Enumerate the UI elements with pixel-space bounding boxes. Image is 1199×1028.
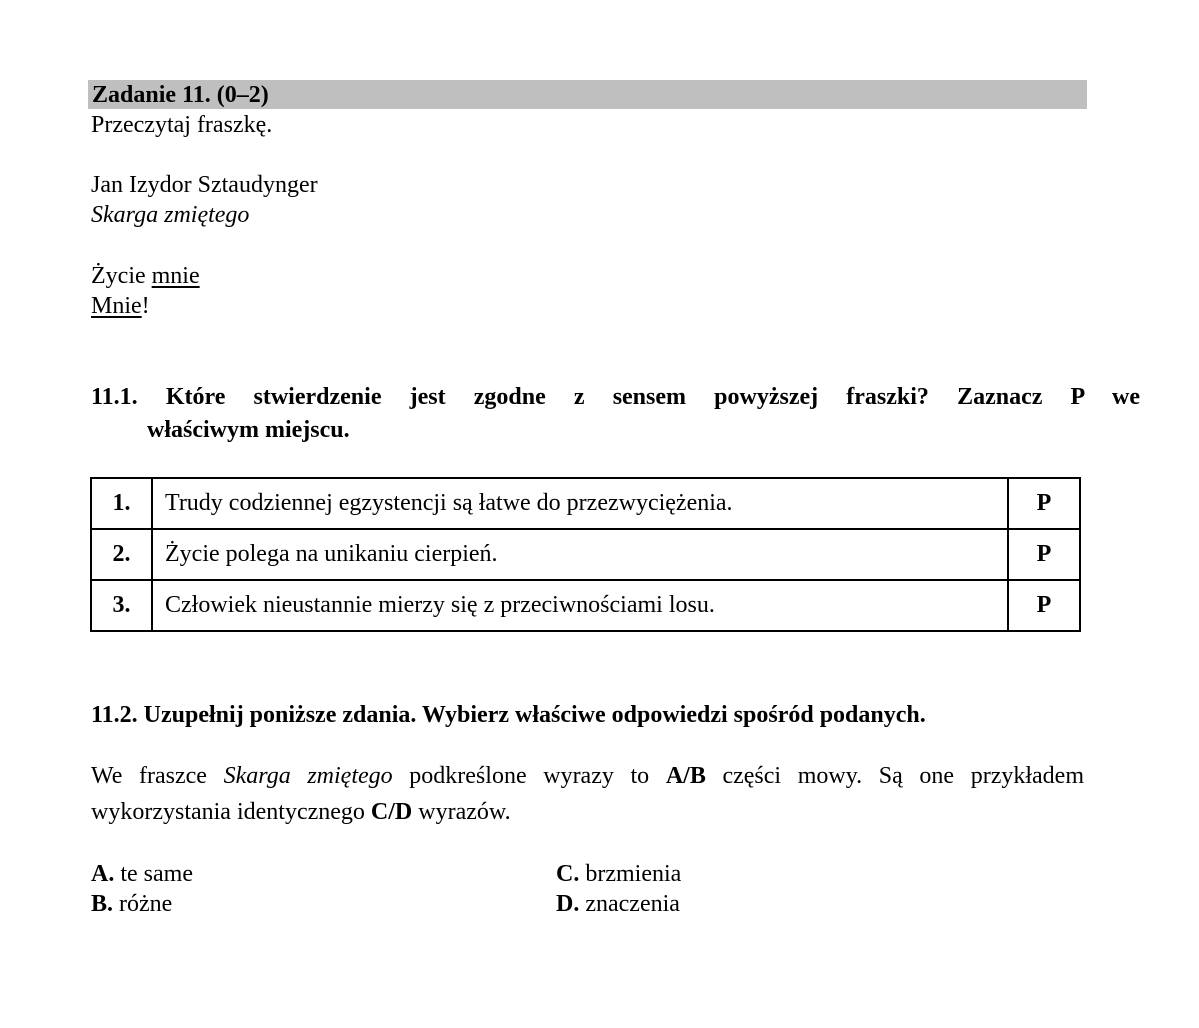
question-11-2-paragraph	[91, 758, 1084, 830]
table-row	[91, 529, 1080, 580]
task-title: Zadanie 11. (0–2)	[92, 82, 269, 108]
option-text: różne	[113, 891, 173, 917]
row-statement: Trudy codziennej egzystencji są łatwe do przezwyciężenia.	[152, 478, 1008, 529]
choice-placeholder-cd: C/D	[370, 799, 413, 825]
statements-table	[90, 477, 1081, 632]
question-number: 11.1.	[91, 384, 138, 410]
poem-line-2-text: !	[141, 293, 150, 319]
option-letter: D.	[556, 891, 580, 917]
question-text-line-2: właściwym miejscu.	[147, 417, 350, 443]
option-letter: B.	[91, 891, 114, 917]
question-text-line-1: Które stwierdzenie jest zgodne z sensem powyższej fraszki? Zaznacz P we	[165, 384, 1141, 410]
row-number: 1.	[91, 478, 152, 529]
row-statement: Życie polega na unikaniu cierpień.	[152, 529, 1008, 580]
option-letter: A.	[91, 861, 115, 887]
table-row	[91, 580, 1080, 631]
poem-title-ref: Skarga zmiętego	[223, 763, 393, 789]
option-b[interactable]	[91, 889, 172, 919]
paragraph-text: podkreślone wyrazy to	[392, 763, 666, 789]
row-statement: Człowiek nieustannie mierzy się z przeciwnościami losu.	[152, 580, 1008, 631]
option-text: znaczenia	[579, 891, 680, 917]
choice-placeholder-ab: A/B	[665, 763, 706, 789]
mark-p-cell[interactable]: P	[1008, 580, 1080, 631]
poem-author: Jan Izydor Sztaudynger	[91, 172, 318, 198]
poem-line-1-text: Życie	[91, 263, 152, 289]
option-letter: C.	[556, 861, 580, 887]
poem-line-2	[91, 291, 150, 321]
option-text: te same	[114, 861, 193, 887]
underlined-word: Mnie	[91, 293, 142, 319]
option-d[interactable]	[556, 889, 680, 919]
poem-line-1	[91, 261, 200, 291]
mark-p-cell[interactable]: P	[1008, 529, 1080, 580]
poem-title: Skarga zmiętego	[91, 202, 250, 228]
paragraph-text: części mowy. Są one przykładem	[705, 763, 1085, 789]
option-c[interactable]	[556, 859, 681, 889]
row-number: 3.	[91, 580, 152, 631]
question-11-2-heading: 11.2. Uzupełnij poniższe zdania. Wybierz właściwe odpowiedzi spośród podanych.	[91, 702, 926, 728]
question-11-1	[91, 381, 1140, 447]
paragraph-text: wyrazów.	[412, 799, 511, 825]
mark-p-cell[interactable]: P	[1008, 478, 1080, 529]
row-number: 2.	[91, 529, 152, 580]
task-instruction: Przeczytaj fraszkę.	[91, 112, 273, 138]
option-text: brzmienia	[579, 861, 682, 887]
paragraph-text: We fraszce	[91, 763, 224, 789]
table-row	[91, 478, 1080, 529]
paragraph-text: wykorzystania identycznego	[91, 799, 371, 825]
option-a[interactable]	[91, 859, 193, 889]
underlined-word: mnie	[151, 263, 200, 289]
